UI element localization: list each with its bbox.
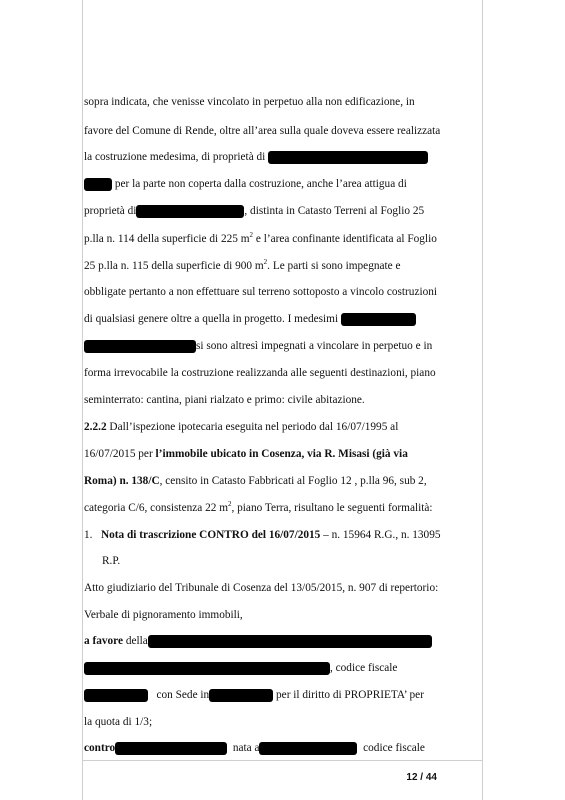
text: obbligate pertanto a non effettuare sul terreno sottoposto a vincolo costruzioni	[84, 286, 438, 298]
text: e l’area confinante identificata al Foglio	[253, 233, 437, 245]
redaction-block	[268, 151, 428, 164]
text: codice fiscale	[363, 742, 425, 754]
text-line-19	[84, 581, 439, 595]
superscript: 2	[228, 500, 232, 509]
text: – n. 15964 R.G., n. 13095	[320, 529, 441, 541]
text: la costruzione medesima, di proprietà di	[84, 151, 266, 163]
superscript: 2	[249, 231, 254, 240]
text: , distinta in Catasto Terreni al Foglio 25	[244, 205, 425, 217]
text: Dall’ispezione ipotecaria eseguita nel periodo dal 16/07/1995 al	[106, 421, 399, 433]
text: seminterrato: cantina, piani rialzato e primo: civile abitazione.	[84, 394, 365, 406]
text: Atto giudiziario del Tribunale di Cosenza del 13/05/2015, n. 907 di repertorio:	[84, 582, 439, 594]
text: favore del Comune di Rende, oltre all’area sulla quale doveva essere realizzata	[84, 125, 441, 137]
text: , codice fiscale	[330, 662, 398, 674]
text: nata a	[232, 742, 260, 754]
bold-text: l’immobile ubicato in Cosenza, via R. Misasi (già via	[155, 448, 408, 460]
text-line-15	[84, 474, 439, 488]
text-line-9	[84, 312, 439, 326]
text-line-23	[84, 688, 439, 702]
text: R.P.	[102, 555, 121, 567]
redaction-block	[259, 742, 357, 755]
text-line-1	[84, 95, 439, 109]
text-line-3	[84, 150, 439, 164]
text-line-13	[84, 420, 439, 434]
text: sopra indicata, che venisse vincolato in perpetuo alla non edificazione, in	[84, 96, 415, 108]
text: p.lla n. 114 della superficie di 225 m	[84, 233, 250, 245]
bold-text: Nota di trascrizione CONTRO del 16/07/2015	[100, 529, 321, 541]
text-line-11	[84, 366, 439, 380]
margin-line-right	[482, 0, 483, 800]
redaction-block	[84, 689, 148, 702]
text: , piano Terra, risultano le seguenti formalità:	[231, 502, 433, 514]
text-line-18	[102, 554, 457, 568]
text: 25 p.lla n. 115 della superficie di 900 m	[84, 260, 264, 272]
text-line-22	[84, 661, 439, 675]
text: Verbale di pignoramento immobili,	[84, 609, 243, 621]
text-line-20	[84, 608, 439, 622]
redaction-block	[84, 662, 330, 675]
bold-text: Roma) n. 138/C	[84, 475, 160, 487]
text-line-25	[84, 741, 439, 755]
redaction-block	[341, 313, 416, 326]
text: forma irrevocabile la costruzione realizzanda alle seguenti destinazioni, piano	[84, 367, 436, 379]
redaction-block	[209, 689, 273, 702]
text-line-12	[84, 393, 439, 407]
redaction-block	[84, 340, 196, 353]
text: per la parte non coperta dalla costruzione, anche l’area attigua di	[114, 178, 407, 190]
text-line-5	[84, 204, 439, 218]
redaction-block	[136, 205, 244, 218]
text-line-10	[84, 339, 439, 353]
bold-text: a favore	[84, 635, 124, 647]
redaction-block	[115, 742, 227, 755]
redaction-block	[148, 635, 432, 648]
footer-rule	[82, 760, 483, 761]
text-line-2	[84, 124, 439, 138]
text-line-4	[84, 177, 439, 191]
superscript: 2	[263, 258, 268, 267]
section-number: 2.2.2	[84, 421, 107, 433]
text-line-21	[84, 634, 439, 648]
margin-line-left	[82, 0, 83, 800]
text: si sono altresì impegnati a vincolare in perpetuo e in	[196, 340, 433, 352]
text-line-8	[84, 285, 439, 299]
text: la quota di 1/3;	[84, 716, 153, 728]
text-line-16	[84, 501, 439, 515]
bold-text: contro	[84, 742, 116, 754]
text: con Sede in	[156, 689, 210, 701]
text: per il diritto di PROPRIETA’ per	[276, 689, 424, 701]
text: , censito in Catasto Fabbricati al Foglio 12 , p.lla 96, sub 2,	[159, 475, 427, 487]
text-line-17	[84, 528, 439, 542]
redaction-block	[84, 178, 112, 191]
text: proprietà di	[84, 205, 137, 217]
text-line-6	[84, 232, 439, 246]
text-line-7	[84, 259, 439, 273]
text-line-24	[84, 715, 439, 729]
text-line-14	[84, 447, 439, 461]
page-number: 12 / 44	[406, 772, 437, 783]
text: . Le parti si sono impegnate e	[267, 260, 401, 272]
text: di qualsiasi genere oltre a quella in progetto. I medesimi	[84, 313, 339, 325]
text: 16/07/2015 per	[84, 448, 156, 460]
text: categoria C/6, consistenza 22 m	[84, 502, 228, 514]
list-number: 1.	[84, 529, 93, 541]
text: della	[123, 635, 148, 647]
